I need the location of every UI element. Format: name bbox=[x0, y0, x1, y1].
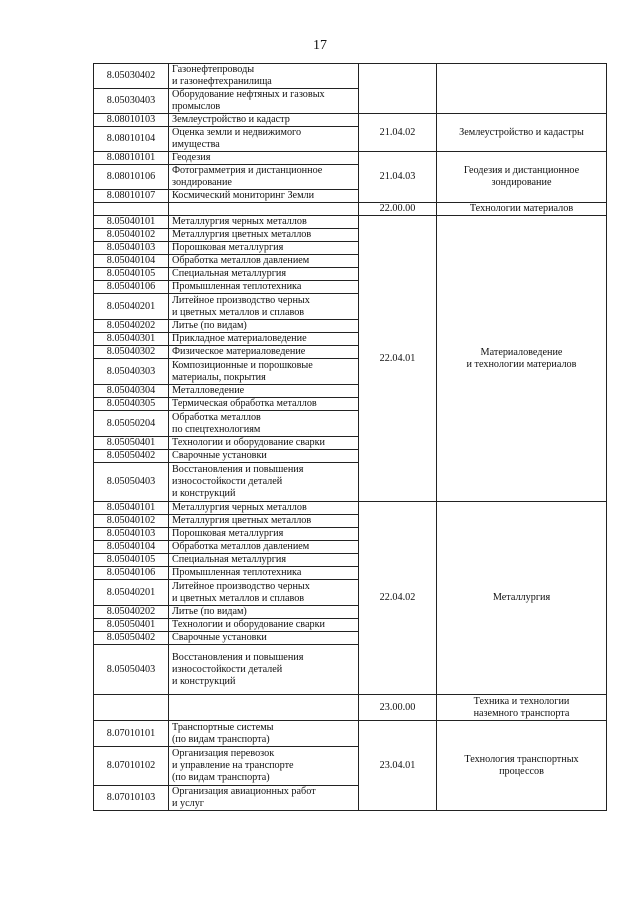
table-row bbox=[94, 152, 607, 165]
specialty-name-cell: Техника и технологии наземного транспорта bbox=[437, 695, 607, 721]
qualification-code-cell: 8.05050204 bbox=[94, 411, 169, 437]
qualification-code-cell: 8.05040201 bbox=[94, 580, 169, 606]
qualification-name-cell: Литейное производство черных и цветных металлов и сплавов bbox=[169, 580, 359, 606]
specialty-code-cell: 22.04.01 bbox=[359, 216, 437, 502]
qualification-name-cell: Специальная металлургия bbox=[169, 554, 359, 567]
qualification-name-cell: Специальная металлургия bbox=[169, 268, 359, 281]
qualification-name-cell: Металлургия цветных металлов bbox=[169, 515, 359, 528]
qualification-name-cell: Фотограмметрия и дистанционное зондирование bbox=[169, 165, 359, 190]
qualification-code-cell: 8.08010106 bbox=[94, 165, 169, 190]
qualification-name-cell: Композиционные и порошковые материалы, покрытия bbox=[169, 359, 359, 385]
qualification-code-cell: 8.05040102 bbox=[94, 515, 169, 528]
qualification-name-cell: Восстановления и повышения износостойкости деталей и конструкций bbox=[169, 645, 359, 695]
table-row bbox=[94, 203, 607, 216]
qualification-name-cell bbox=[169, 695, 359, 721]
qualification-code-cell: 8.08010103 bbox=[94, 114, 169, 127]
qualification-name-cell: Металлургия черных металлов bbox=[169, 502, 359, 515]
qualification-name-cell: Сварочные установки bbox=[169, 450, 359, 463]
qualification-code-cell: 8.08010107 bbox=[94, 190, 169, 203]
qualification-code-cell: 8.05040102 bbox=[94, 229, 169, 242]
qualification-code-cell: 8.05040303 bbox=[94, 359, 169, 385]
qualification-code-cell: 8.05050401 bbox=[94, 619, 169, 632]
specialty-name-cell: Технологии материалов bbox=[437, 203, 607, 216]
qualification-name-cell: Термическая обработка металлов bbox=[169, 398, 359, 411]
qualification-code-cell: 8.05030403 bbox=[94, 89, 169, 114]
qualification-code-cell: 8.05040304 bbox=[94, 385, 169, 398]
qualification-name-cell: Транспортные системы (по видам транспорта) bbox=[169, 721, 359, 747]
qualification-name-cell: Оценка земли и недвижимого имущества bbox=[169, 127, 359, 152]
table-row bbox=[94, 114, 607, 127]
qualification-code-cell: 8.05040202 bbox=[94, 320, 169, 333]
qualification-code-cell: 8.05040302 bbox=[94, 346, 169, 359]
qualification-name-cell: Металлургия цветных металлов bbox=[169, 229, 359, 242]
qualification-code-cell: 8.08010101 bbox=[94, 152, 169, 165]
specialty-name-cell: Геодезия и дистанционное зондирование bbox=[437, 152, 607, 203]
table-row bbox=[94, 502, 607, 515]
qualification-name-cell: Прикладное материаловедение bbox=[169, 333, 359, 346]
specialty-code-cell: 21.04.03 bbox=[359, 152, 437, 203]
qualification-code-cell: 8.07010103 bbox=[94, 786, 169, 811]
qualification-name-cell: Космический мониторинг Земли bbox=[169, 190, 359, 203]
qualification-code-cell: 8.05040305 bbox=[94, 398, 169, 411]
qualification-name-cell: Газонефтепроводы и газонефтехранилища bbox=[169, 64, 359, 89]
qualification-name-cell: Землеустройство и кадастр bbox=[169, 114, 359, 127]
qualification-code-cell: 8.05040104 bbox=[94, 541, 169, 554]
qualification-code-cell: 8.05030402 bbox=[94, 64, 169, 89]
table-row bbox=[94, 64, 607, 89]
qualification-code-cell: 8.05040202 bbox=[94, 606, 169, 619]
qualification-name-cell: Металлургия черных металлов bbox=[169, 216, 359, 229]
specialty-code-cell: 21.04.02 bbox=[359, 114, 437, 152]
specialty-code-cell: 22.04.02 bbox=[359, 502, 437, 695]
qualification-name-cell: Литье (по видам) bbox=[169, 606, 359, 619]
qualification-code-cell: 8.05040101 bbox=[94, 502, 169, 515]
specialty-code-cell bbox=[359, 64, 437, 114]
qualification-code-cell: 8.05050403 bbox=[94, 463, 169, 502]
specialty-name-cell: Землеустройство и кадастры bbox=[437, 114, 607, 152]
specialty-code-cell: 23.04.01 bbox=[359, 721, 437, 811]
qualification-code-cell: 8.05050403 bbox=[94, 645, 169, 695]
qualification-code-cell: 8.05040201 bbox=[94, 294, 169, 320]
table-row bbox=[94, 695, 607, 721]
qualification-name-cell: Обработка металлов давлением bbox=[169, 255, 359, 268]
qualification-name-cell: Восстановления и повышения износостойкости деталей и конструкций bbox=[169, 463, 359, 502]
table-row bbox=[94, 216, 607, 229]
qualification-code-cell: 8.05050402 bbox=[94, 632, 169, 645]
table-body bbox=[94, 64, 607, 811]
qualification-name-cell: Металловедение bbox=[169, 385, 359, 398]
qualification-code-cell: 8.05040106 bbox=[94, 567, 169, 580]
qualification-code-cell: 8.05040101 bbox=[94, 216, 169, 229]
specialty-code-cell: 23.00.00 bbox=[359, 695, 437, 721]
specialty-name-cell bbox=[437, 64, 607, 114]
qualification-code-cell: 8.07010101 bbox=[94, 721, 169, 747]
qualification-code-cell bbox=[94, 695, 169, 721]
qualification-name-cell: Технологии и оборудование сварки bbox=[169, 437, 359, 450]
qualification-code-cell: 8.05040105 bbox=[94, 268, 169, 281]
qualification-name-cell: Организация авиационных работ и услуг bbox=[169, 786, 359, 811]
qualification-name-cell: Оборудование нефтяных и газовых промыслов bbox=[169, 89, 359, 114]
specialty-code-cell: 22.00.00 bbox=[359, 203, 437, 216]
qualification-code-cell: 8.07010102 bbox=[94, 747, 169, 786]
qualification-code-cell: 8.05040301 bbox=[94, 333, 169, 346]
specialty-name-cell: Металлургия bbox=[437, 502, 607, 695]
table-row bbox=[94, 721, 607, 747]
qualification-code-cell: 8.05040104 bbox=[94, 255, 169, 268]
qualification-code-cell: 8.05040103 bbox=[94, 242, 169, 255]
qualification-name-cell: Геодезия bbox=[169, 152, 359, 165]
qualification-name-cell: Порошковая металлургия bbox=[169, 528, 359, 541]
specialty-name-cell: Материаловедение и технологии материалов bbox=[437, 216, 607, 502]
specialty-name-cell: Технология транспортных процессов bbox=[437, 721, 607, 811]
qualification-name-cell bbox=[169, 203, 359, 216]
qualification-code-cell: 8.08010104 bbox=[94, 127, 169, 152]
qualification-name-cell: Порошковая металлургия bbox=[169, 242, 359, 255]
qualification-code-cell: 8.05050401 bbox=[94, 437, 169, 450]
qualification-name-cell: Обработка металлов по спецтехнологиям bbox=[169, 411, 359, 437]
qualification-code-cell: 8.05040106 bbox=[94, 281, 169, 294]
qualification-name-cell: Физическое материаловедение bbox=[169, 346, 359, 359]
qualification-code-cell bbox=[94, 203, 169, 216]
qualification-name-cell: Сварочные установки bbox=[169, 632, 359, 645]
qualification-code-cell: 8.05040103 bbox=[94, 528, 169, 541]
page-number: 17 bbox=[313, 38, 327, 53]
qualification-code-cell: 8.05050402 bbox=[94, 450, 169, 463]
qualification-name-cell: Обработка металлов давлением bbox=[169, 541, 359, 554]
qualification-code-cell: 8.05040105 bbox=[94, 554, 169, 567]
specialties-table bbox=[93, 63, 607, 811]
qualification-name-cell: Организация перевозок и управление на транспорте (по видам транспорта) bbox=[169, 747, 359, 786]
qualification-name-cell: Технологии и оборудование сварки bbox=[169, 619, 359, 632]
qualification-name-cell: Литье (по видам) bbox=[169, 320, 359, 333]
qualification-name-cell: Промышленная теплотехника bbox=[169, 567, 359, 580]
qualification-name-cell: Литейное производство черных и цветных металлов и сплавов bbox=[169, 294, 359, 320]
qualification-name-cell: Промышленная теплотехника bbox=[169, 281, 359, 294]
